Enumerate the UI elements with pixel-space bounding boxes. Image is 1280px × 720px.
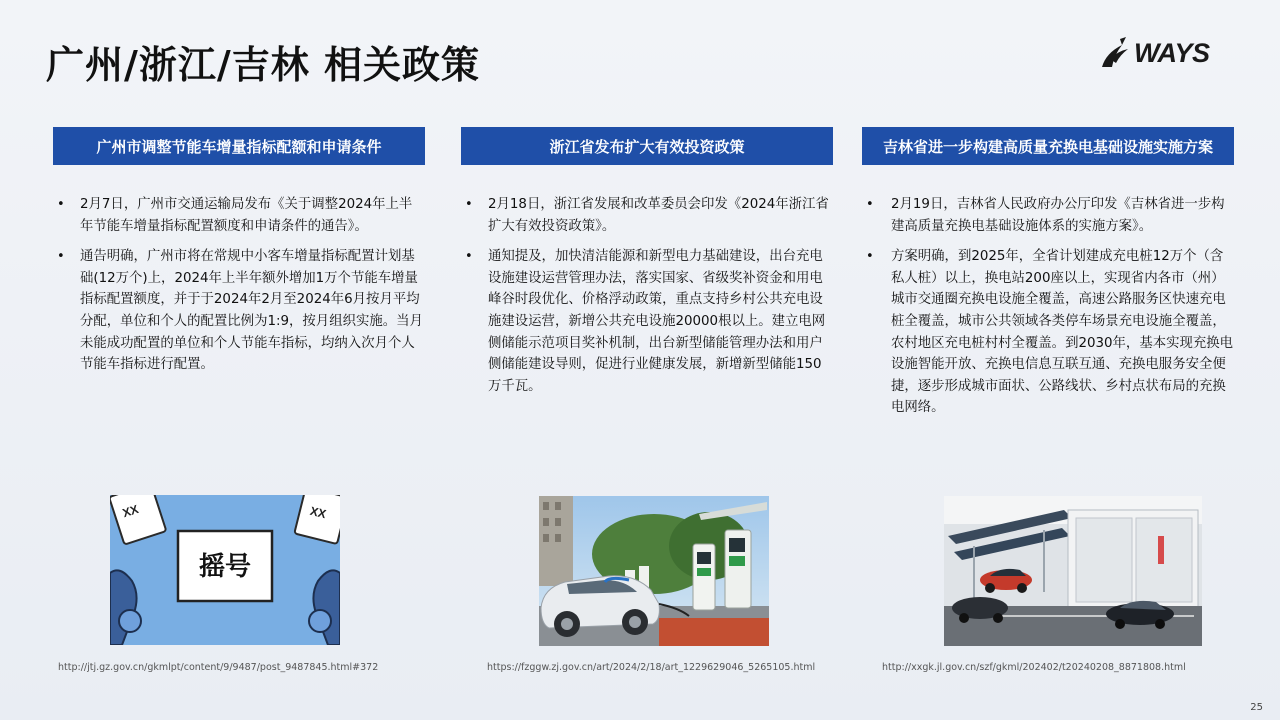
bullet-list [461,194,833,397]
lottery-label: 摇号 [198,552,252,582]
bullet-item: • 通知提及，加快清洁能源和新型电力基础建设，出台充电设施建设运营管理办法，落实国家、省级奖补资金和用电峰谷时段优化、价格浮动政策，重点支持乡村公共充电设施建设运营，新增公共充电设施20000根以上。建立电网侧储能示范项目奖补机制，出台新型储能管理办法和用户侧储能建设导则，促进行业健康发展，新增新型储能150万千瓦。 [461,246,833,397]
slide-title: 广州/浙江/吉林 相关政策 [46,42,480,87]
bullet-item: • 通告明确，广州市将在常规中小客车增量指标配置计划基础(12万个)上，2024年上半年额外增加1万个节能车增量指标配置额度，并于于2024年2月至2024年6月按月平均分配，单位和个人的配置比例为1:9，按月组织实施。当月未能成功配置的单位和个人节能车指标，均纳入次月个人节能车指标进行配置。 [53,246,425,376]
page-number: 25 [1250,702,1263,713]
lottery-tag-right: XX [308,503,328,522]
policy-column-guangzhou [53,127,425,385]
column-header: 浙江省发布扩大有效投资政策 [461,127,833,165]
source-link[interactable]: https://fzggw.zj.gov.cn/art/2024/2/18/art_1229629046_5265105.html [487,662,816,673]
column-header: 吉林省进一步构建高质量充换电基础设施实施方案 [862,127,1234,165]
policy-column-zhejiang [461,127,833,406]
ways-logo [1100,36,1210,70]
bullet-item: • 2月18日，浙江省发展和改革委员会印发《2024年浙江省扩大有效投资政策》。 [461,194,833,237]
lottery-illustration [110,495,340,645]
charging-carport-photo [944,496,1202,646]
source-link[interactable]: http://jtj.gz.gov.cn/gkmlpt/content/9/9487/post_9487845.html#372 [58,662,379,673]
lottery-tag-left: XX [120,502,141,521]
logo-text: WAYS [1134,37,1210,68]
column-header: 广州市调整节能车增量指标配额和申请条件 [53,127,425,165]
charging-station-photo [539,496,769,646]
bullet-item: • 2月7日，广州市交通运输局发布《关于调整2024年上半年节能车增量指标配置额度和申请条件的通告》。 [53,194,425,237]
bullet-item: • 方案明确，到2025年，全省计划建成充电桩12万个（含私人桩）以上，换电站200座以上，实现省内各市（州）城市交通圈充换电设施全覆盖，高速公路服务区快速充电桩全覆盖，城市公共领域各类停车场景充电设施全覆盖，农村地区充电桩村村全覆盖。到2030年，基本实现充换电设施智能开放、充换电信息互联互通、充换电服务安全便捷，逐步形成城市面状、公路线状、乡村点状布局的充换电网络。 [862,246,1234,419]
policy-column-jilin [862,127,1234,428]
ways-logo-icon [1100,37,1130,69]
bullet-item: • 2月19日，吉林省人民政府办公厅印发《吉林省进一步构建高质量充换电基础设施体系的实施方案》。 [862,194,1234,237]
bullet-list [53,194,425,376]
source-link[interactable]: http://xxgk.jl.gov.cn/szf/gkml/202402/t20240208_8871808.html [882,662,1186,673]
bullet-list [862,194,1234,419]
